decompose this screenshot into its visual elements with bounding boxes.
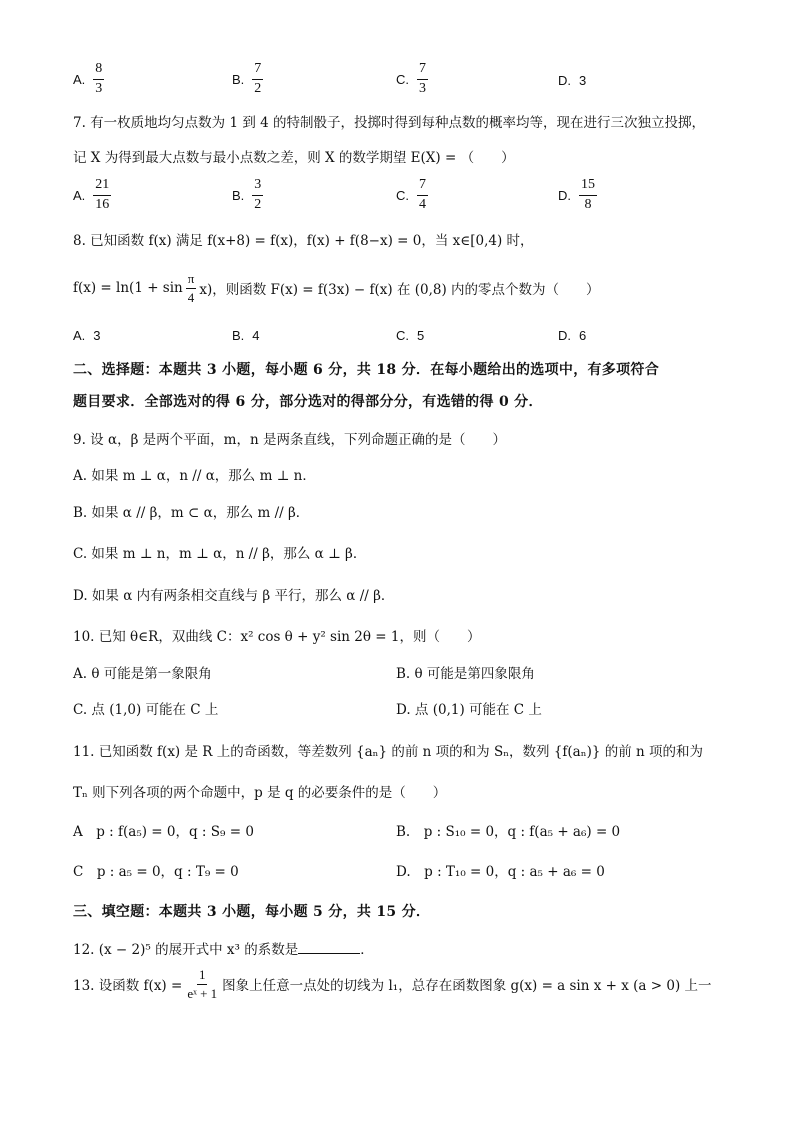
- denominator: 2: [254, 80, 262, 96]
- formula-left: f(x) = ln(1 + sin: [73, 280, 183, 297]
- option-label: D.: [558, 187, 571, 203]
- q13-text-right: 图象上任意一点处的切线为 l₁，总存在函数图象 g(x) = a sin x + x (a > 0) 上一: [222, 978, 712, 995]
- numerator: 7: [252, 62, 263, 80]
- fraction: [252, 62, 263, 96]
- fraction: [417, 178, 428, 212]
- denominator: 8: [584, 196, 592, 212]
- q7-option-d[interactable]: [558, 178, 597, 212]
- numerator: π: [186, 272, 197, 289]
- option-label: A.: [73, 328, 86, 343]
- q6-option-c[interactable]: [396, 62, 428, 96]
- q9-option-a[interactable]: A. 如果 m ⊥ α，n // α，那么 m ⊥ n．: [73, 468, 316, 484]
- q13-text-left: 13. 设函数 f(x) =: [73, 978, 183, 995]
- fraction: [579, 178, 597, 212]
- option-value: 3: [93, 328, 101, 343]
- q9-option-c[interactable]: C. 如果 m ⊥ n，m ⊥ α，n // β，那么 α ⊥ β．: [73, 546, 367, 562]
- section-3-heading: 三、填空题：本题共 3 小题，每小题 5 分，共 15 分．: [73, 904, 431, 920]
- q11-stem-line2: Tₙ 则下列各项的两个命题中，p 是 q 的必要条件的是（ ）: [73, 785, 447, 801]
- denominator: 3: [95, 80, 103, 96]
- q6-option-d[interactable]: [558, 73, 586, 88]
- q12-text: 12. (x − 2)⁵ 的展开式中 x³ 的系数是: [73, 942, 299, 958]
- numerator: 21: [93, 178, 111, 196]
- denominator: 16: [95, 196, 110, 212]
- q13-stem: [73, 968, 712, 1000]
- q10-option-a[interactable]: A. θ 可能是第一象限角: [73, 666, 212, 682]
- numerator: 1: [197, 968, 208, 985]
- formula-right: x)，则函数 F(x) = f(3x) − f(x) 在 (0,8) 内的零点个数为（ ）: [199, 282, 600, 299]
- option-label: B.: [232, 328, 245, 343]
- q7-option-b[interactable]: [232, 178, 263, 212]
- denominator: eˣ + 1: [187, 985, 218, 1001]
- option-value: 5: [417, 328, 425, 343]
- fraction: [252, 178, 263, 212]
- q11-stem-line1: 11. 已知函数 f(x) 是 R 上的奇函数，等差数列 {aₙ} 的前 n 项的和为 Sₙ，数列 {f(aₙ)} 的前 n 项的和为: [73, 744, 703, 760]
- option-label: A.: [73, 71, 86, 87]
- q10-option-d[interactable]: D. 点 (0,1) 可能在 C 上: [396, 702, 542, 718]
- option-label: C.: [396, 328, 409, 343]
- option-label: C.: [396, 71, 409, 87]
- denominator: 4: [419, 196, 426, 212]
- option-label: B.: [232, 71, 245, 87]
- q8-stem-line2: [73, 272, 600, 304]
- option-value: 6: [579, 328, 587, 343]
- q13-fraction: [185, 968, 219, 1000]
- section-2-heading-line2: 题目要求．全部选对的得 6 分，部分选对的得部分分，有选错的得 0 分．: [73, 394, 543, 410]
- q7-stem-line1: 7. 有一枚质地均匀点数为 1 到 4 的特制骰子，投掷时得到每种点数的概率均等，现在进行三次独立投掷，: [73, 115, 706, 131]
- q8-option-d[interactable]: [558, 328, 586, 343]
- q10-option-b[interactable]: B. θ 可能是第四象限角: [396, 666, 535, 682]
- denominator: 3: [419, 80, 426, 96]
- numerator: 7: [417, 178, 428, 196]
- section-2-heading-line1: 二、选择题：本题共 3 小题，每小题 6 分，共 18 分．在每小题给出的选项中，有多项符合: [73, 362, 660, 378]
- q12-end: ．: [360, 942, 374, 958]
- option-value: 3: [579, 73, 587, 88]
- q10-stem: 10. 已知 θ∈R，双曲线 C：x² cos θ + y² sin 2θ = 1，则（ ）: [73, 629, 481, 645]
- q11-option-c[interactable]: C p : a₅ = 0，q : T₉ = 0: [73, 864, 239, 880]
- q9-option-d[interactable]: D. 如果 α 内有两条相交直线与 β 平行，那么 α // β．: [73, 588, 395, 604]
- q8-option-b[interactable]: [232, 328, 260, 343]
- fraction: [93, 178, 111, 212]
- q7-option-a[interactable]: [73, 178, 111, 212]
- numerator: 7: [417, 62, 428, 80]
- q6-option-a[interactable]: [73, 62, 104, 96]
- numerator: 15: [579, 178, 597, 196]
- q11-option-d[interactable]: D. p : T₁₀ = 0，q : a₅ + a₆ = 0: [396, 864, 605, 880]
- numerator: 8: [93, 62, 104, 80]
- option-label: D.: [558, 73, 571, 88]
- q11-option-a[interactable]: A p : f(a₅) = 0，q : S₉ = 0: [73, 824, 254, 840]
- q8-stem-line1: 8. 已知函数 f(x) 满足 f(x+8) = f(x)，f(x) + f(8−x) = 0，当 x∈[0,4) 时，: [73, 233, 534, 249]
- q9-option-b[interactable]: B. 如果 α // β，m ⊂ α，那么 m // β．: [73, 505, 310, 521]
- option-label: A.: [73, 187, 86, 203]
- q11-option-b[interactable]: B. p : S₁₀ = 0，q : f(a₅ + a₆) = 0: [396, 824, 621, 840]
- option-label: B.: [232, 187, 245, 203]
- answer-blank[interactable]: [298, 941, 360, 954]
- q8-option-a[interactable]: [73, 328, 101, 343]
- option-value: 4: [252, 328, 260, 343]
- option-label: D.: [558, 328, 571, 343]
- q7-stem-line2: 记 X 为得到最大点数与最小点数之差，则 X 的数学期望 E(X) = （ ）: [73, 150, 515, 166]
- denominator: 2: [254, 196, 262, 212]
- fraction: [93, 62, 104, 96]
- q12-stem: [73, 938, 374, 958]
- q8-option-c[interactable]: [396, 328, 424, 343]
- q9-stem: 9. 设 α，β 是两个平面，m，n 是两条直线，下列命题正确的是（ ）: [73, 432, 506, 448]
- q7-option-c[interactable]: [396, 178, 428, 212]
- fraction: [417, 62, 428, 96]
- q6-option-b[interactable]: [232, 62, 263, 96]
- q10-option-c[interactable]: C. 点 (1,0) 可能在 C 上: [73, 702, 219, 718]
- numerator: 3: [252, 178, 263, 196]
- option-label: C.: [396, 187, 409, 203]
- denominator: 4: [187, 289, 195, 305]
- pi-over-4-fraction: [186, 272, 197, 304]
